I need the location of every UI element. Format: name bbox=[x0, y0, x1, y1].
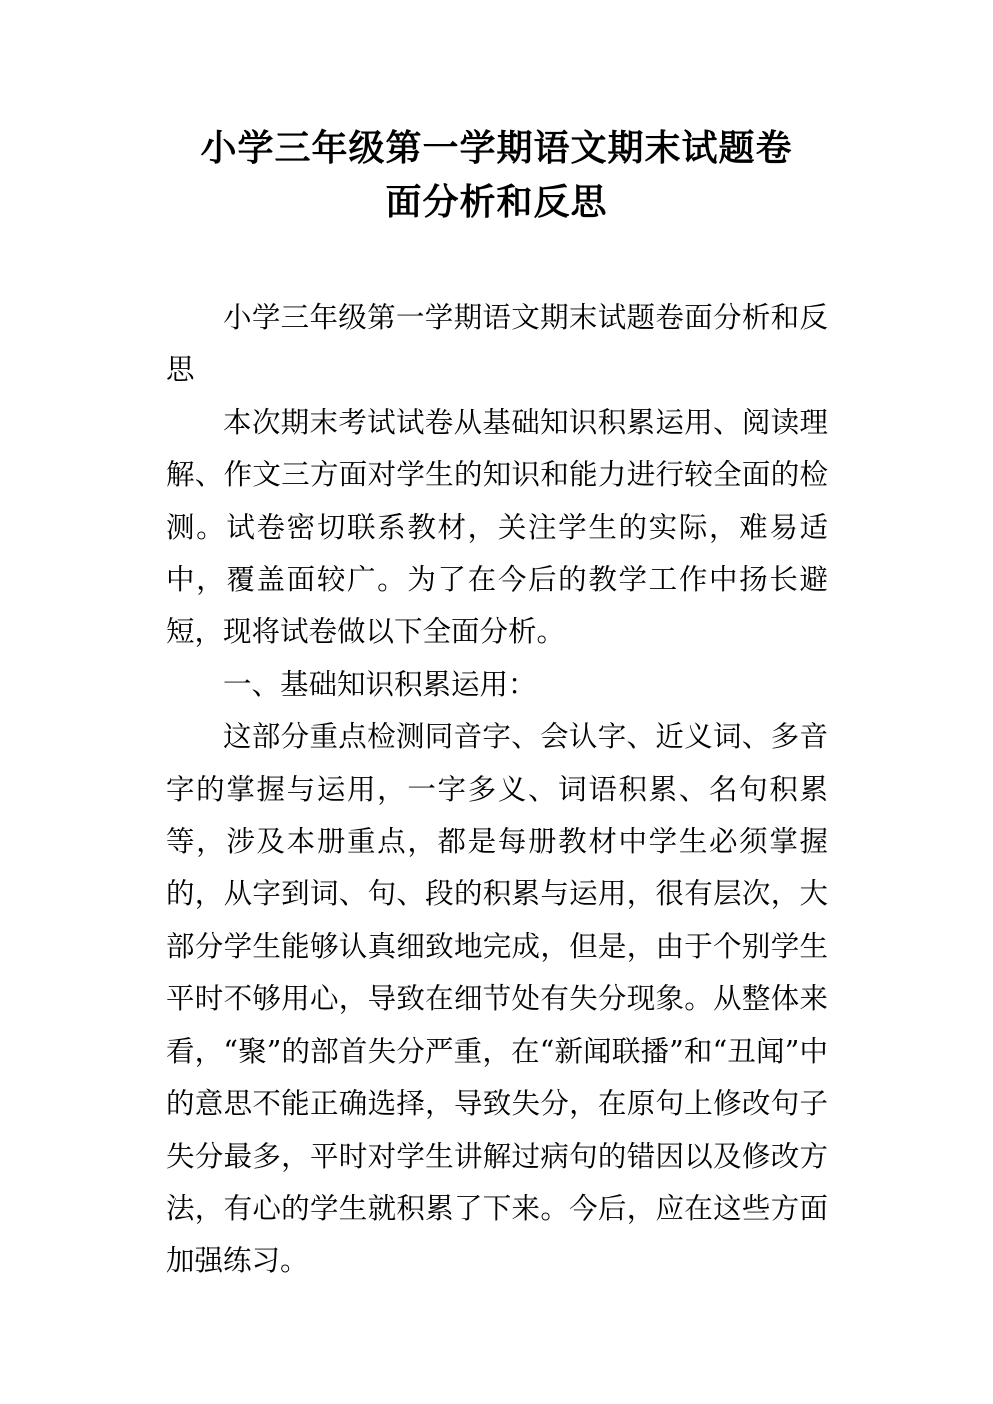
title-line-2: 面分析和反思 bbox=[385, 182, 608, 223]
paragraph-subtitle: 小学三年级第一学期语文期末试题卷面分析和反思 bbox=[166, 301, 828, 387]
document-body bbox=[166, 292, 828, 1288]
title-line-1: 小学三年级第一学期语文期末试题卷 bbox=[200, 128, 793, 169]
paragraph-basic-knowledge: 这部分重点检测同音字、会认字、近义词、多音字的掌握与运用，一字多义、词语积累、名句积累等，涉及本册重点，都是每册教材中学生必须掌握的，从字到词、句、段的积累与运用，很有层次，大部分学生能够认真细致地完成，但是，由于个别学生平时不够用心，导致在细节处有失分现象。从整体来看，“聚”的部首失分严重，在“新闻联播”和“丑闻”中的意思不能正确选择，导致失分，在原句上修改句子失分最多，平时对学生讲解过病句的错因以及修改方法，有心的学生就积累了下来。今后，应在这些方面加强练习。 bbox=[166, 720, 828, 1278]
section-heading-basic-knowledge: 一、基础知识积累运用： bbox=[223, 667, 537, 701]
document-title bbox=[120, 122, 873, 230]
paragraph-intro: 本次期末考试试卷从基础知识积累运用、阅读理解、作文三方面对学生的知识和能力进行较全面的检测。试卷密切联系教材，关注学生的实际，难易适中，覆盖面较广。为了在今后的教学工作中扬长避短，现将试卷做以下全面分析。 bbox=[166, 405, 828, 649]
